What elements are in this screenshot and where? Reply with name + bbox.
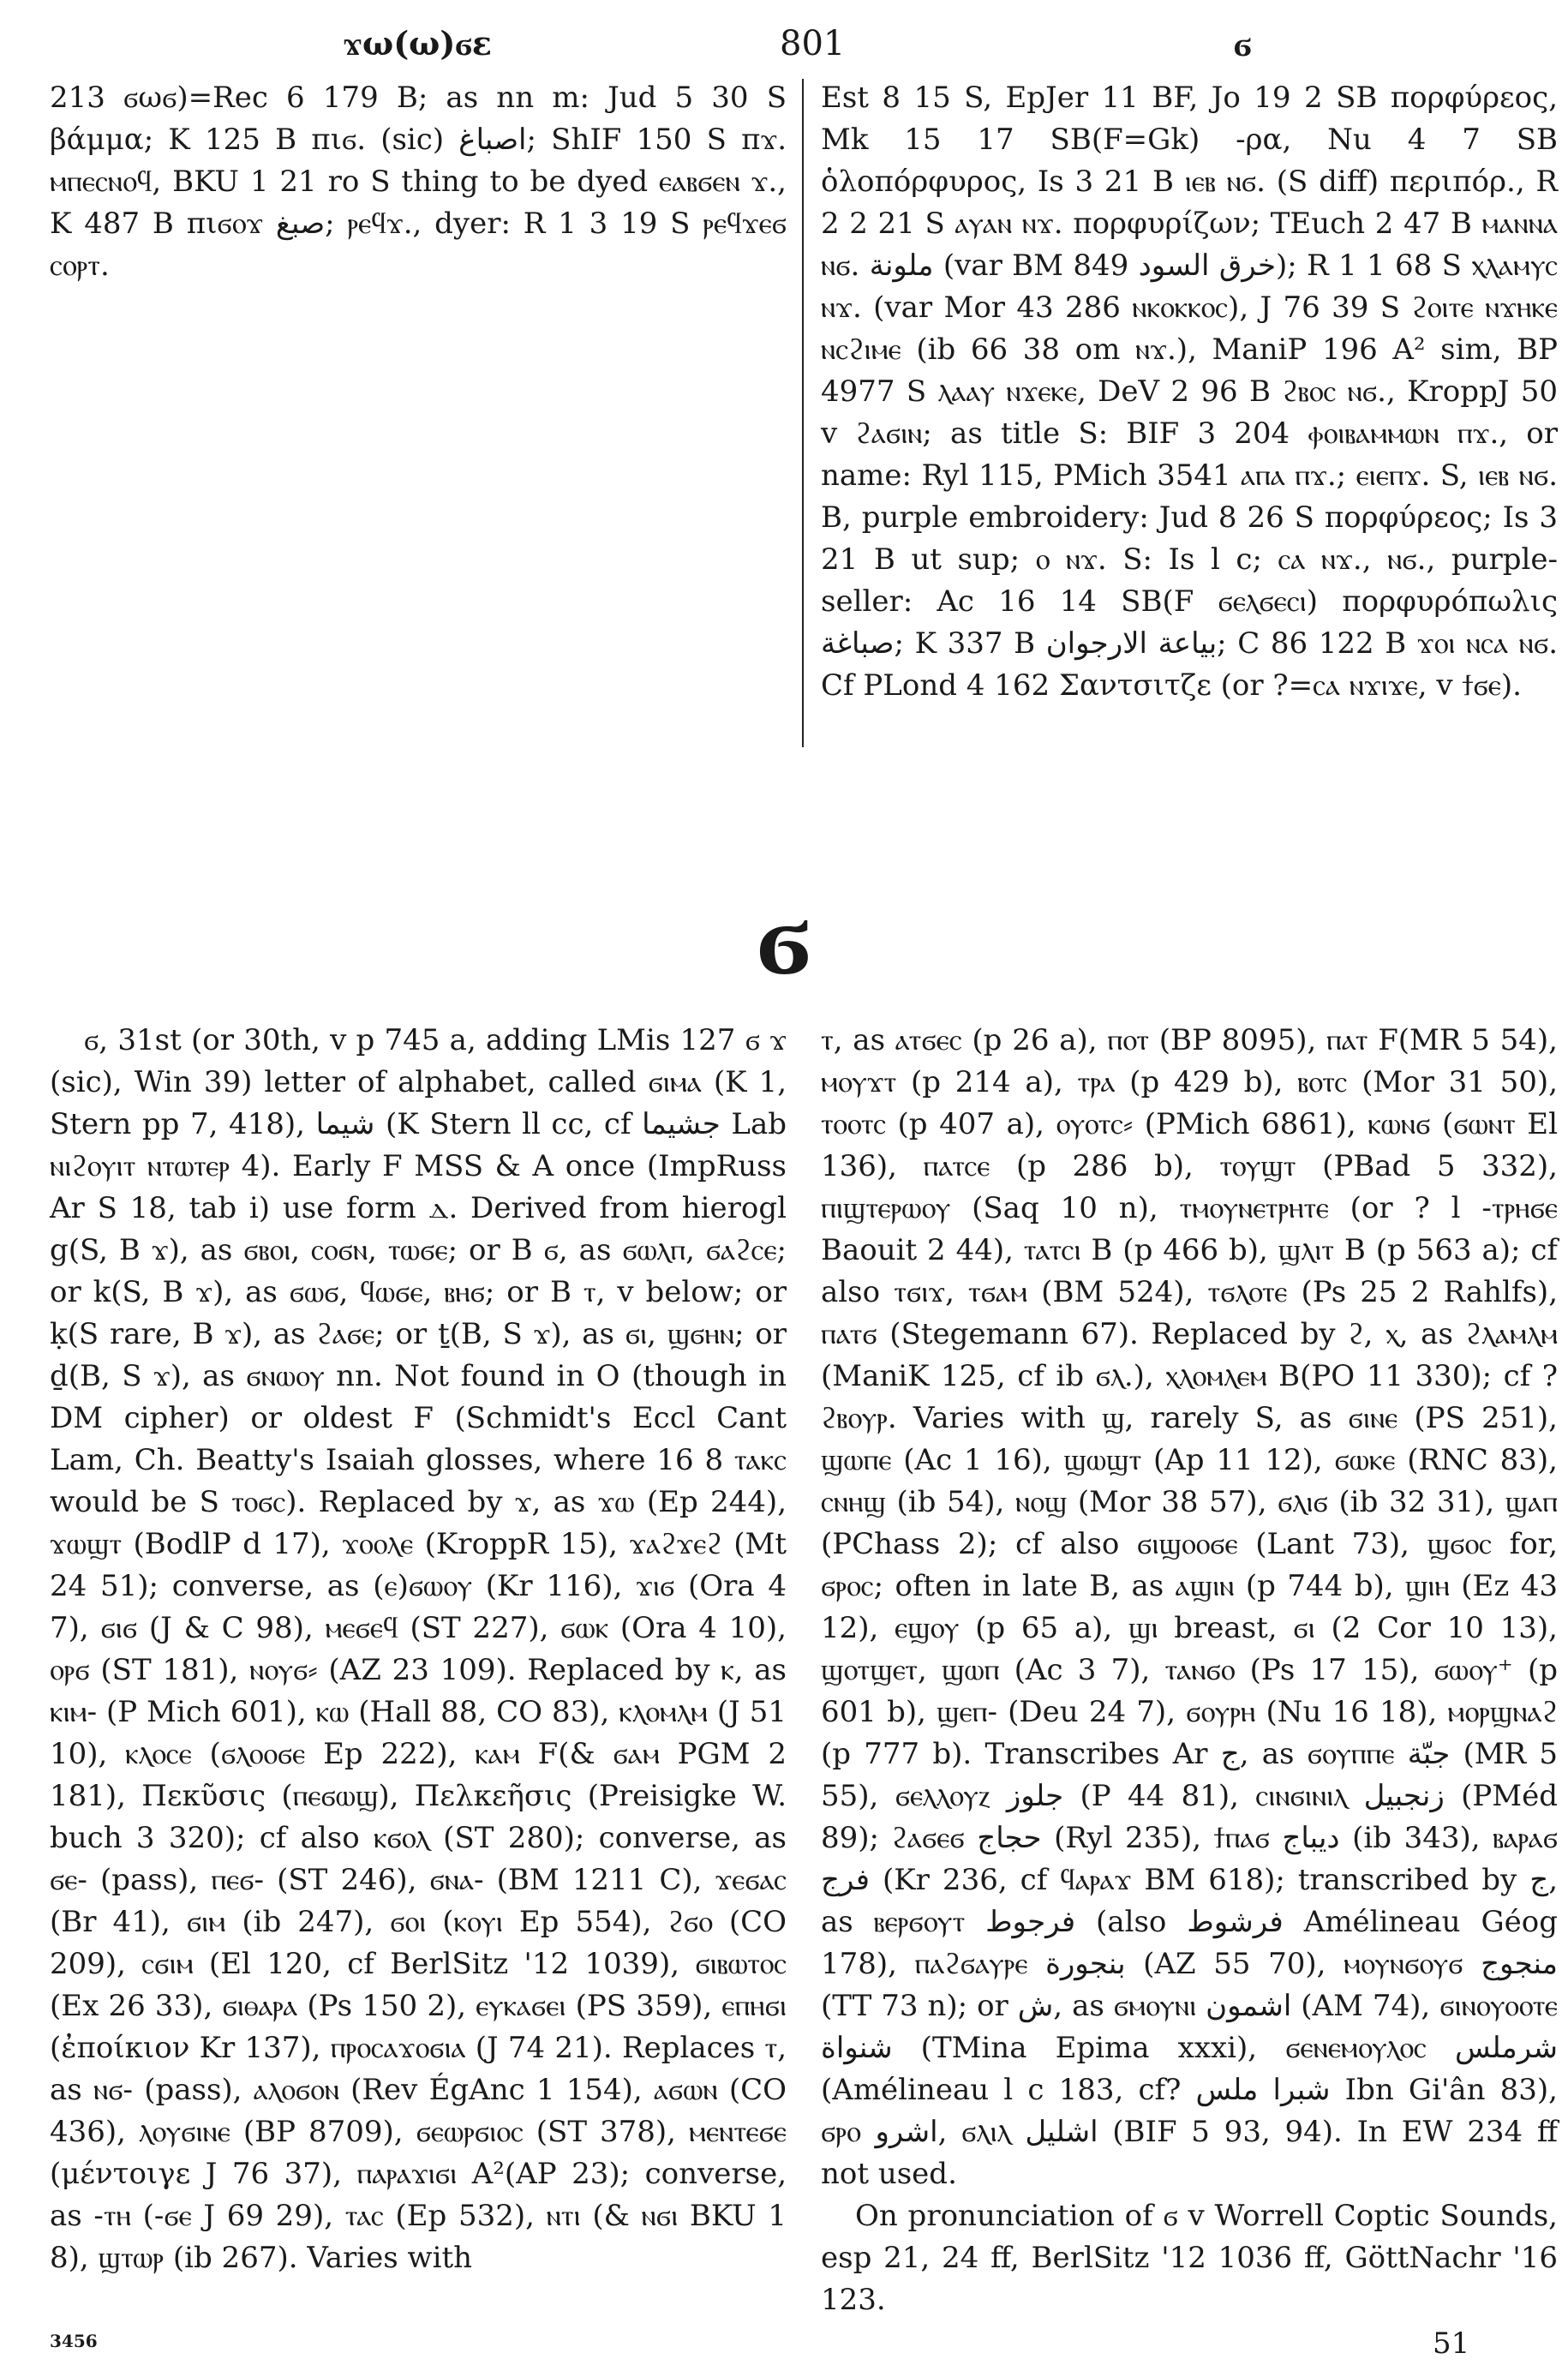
- bottom-right-column: [821, 1020, 1558, 2321]
- column-divider: [802, 79, 804, 747]
- header-headword-left: ϫω(ω)ϭε: [343, 24, 493, 63]
- top-left-paragraph: 213 ϭωϭ)=Rec 6 179 B; as nn m: Jud 5 30 S βάμμα; K 125 B πιϭ. (sic) اصباغ; ShIF 150 S πϫ. ⲙⲡⲉⲥⲛⲟϥ, BKU 1 21 ro S thing to be dyed ⲉⲁⲃϭⲉⲛ ϫ., K 487 B πιϭⲟϫ صبغ; ⲣⲉϥϫ., dyer: R 1 3 19 S ⲣⲉϥϫⲉϭ ⲥⲟⲣⲧ.: [50, 81, 787, 283]
- entry-paragraph-continued: ⲧ, as ⲁⲧϭⲉⲥ (p 26 a), ⲡⲟⲧ (BP 8095), ⲡⲁⲧ F(MR 5 54), ⲙⲟⲩϫⲧ (p 214 a), ⲧⲣⲁ (p 429 b), ⲃⲟⲧⲥ (Mor 31 50), ⲧⲟⲟⲧⲥ (p 407 a), ⲟⲩⲟⲧⲥ⸗ (PMich 6861), ⲕⲱⲛϭ (ϭⲱⲛⲧ El 136), ⲡⲁⲧⲥⲉ (p 286 b), ⲧⲟⲩϣⲧ (PBad 5 332), ⲡⲓϣⲧⲉⲣⲱⲟⲩ (Saq 10 n), ⲧⲙⲟⲩⲛⲉⲧⲣⲏⲧⲉ (or ? l -ⲧⲣⲏϭⲉ Baouit 2 44), ⲧⲁⲧⲥⲓ B (p 466 b), ϣⲗⲓⲧ B (p 563 a); cf also ⲧϭⲓϫ, ⲧϭⲁⲙ (BM 524), ⲧϭⲗⲟⲧⲉ (Ps 25 2 Rahlfs), ⲡⲁⲧϭ (Stegemann 67). Replaced by ϩ, ⲭ, as ϩⲗⲁⲙⲗⲙ (ManiK 125, cf ib ϭⲗ.), ⲭⲗⲟⲙⲗⲉⲙ B(PO 11 330); cf ? ϩⲃⲟⲩⲣ. Varies with ϣ, rarely S, as ϭⲓⲛⲉ (PS 251), ϣⲱⲡⲉ (Ac 1 16), ϣⲱϣⲧ (Ap 11 12), ϭⲱⲕⲉ (RNC 83), ⲥⲛⲏϣ (ib 54), ⲛⲟϣ (Mor 38 57), ϭⲗⲓϭ (ib 32 31), ϣⲁⲡ (PChass 2); cf also ϭⲓϣⲟⲟϭⲉ (Lant 73), ϣϭⲟⲥ for, ϭⲣⲟⲥ; often in late B, as ⲁϣⲓⲛ (p 744 b), ϣⲓⲏ (Ez 43 12), ⲉϣⲟⲩ (p 65 a), ϣⲓ breast, ϭⲓ (2 Cor 10 13), ϣⲟⲧϣⲉⲧ, ϣⲱⲡ (Ac 3 7), ⲧⲁⲛϭⲟ (Ps 17 15), ϭⲱⲟⲩ⁺ (p 601 b), ϣⲉⲡ- (Deu 24 7), ϭⲟⲩⲣⲏ (Nu 16 18), ⲙⲟⲣϣⲛⲁϩ (p 777 b). Transcribes Ar ج, as ϭⲟⲩⲡⲡⲉ جبّة (MR 5 55), ϭⲉⲗⲗⲟⲩⲍ جلوز (P 44 81), ⲥⲓⲛϭⲓⲛⲓⲗ زنجبيل (PMéd 89); ϩⲁϭⲉϭ حجاج (Ryl 235), ϯⲡⲁϭ ديباج (ib 343), ⲃⲁⲣⲁϭ فرج (Kr 236, cf ϥⲁⲣⲁϫ BM 618); transcribed by ج, as ⲃⲉⲣϭⲟⲩⲧ فرجوط (also فرشوط Amélineau Géog 178), ⲡⲁϩϭⲁⲩⲣⲉ بنجورة (AZ 55 70), ⲙⲟⲩⲛϭⲟⲩϭ منجوج (TT 73 n); or ش, as ϭⲙⲟⲩⲛⲓ اشمون (AM 74), ϭⲓⲛⲟⲩⲟⲟⲧⲉ شنواة (TMina Epima xxxi), ϭⲉⲛⲉⲙⲟⲩⲗⲟⲥ شرملس (Amélineau l c 183, cf? شبرا ملس Ibn Gi'ân 83), ϭⲣⲟ اشرو, ϭⲗⲓⲗ اشليل (BIF 5 93, 94). In EW 234 ff not used.: [821, 1023, 1559, 2191]
- section-letter-heading: ϭ: [757, 877, 811, 998]
- page-number: 801: [780, 24, 846, 63]
- top-left-column: [50, 77, 787, 287]
- bottom-left-column: [50, 1020, 787, 2279]
- page-header: [51, 24, 1517, 75]
- footer-signature-left: 3456: [50, 2331, 98, 2351]
- footer-signature-right: 51: [1433, 2326, 1470, 2361]
- pronunciation-note: On pronunciation of ϭ v Worrell Coptic Sounds, esp 21, 24 ff, BerlSitz '12 1036 ff, GöttNachr '16 123.: [821, 2199, 1558, 2317]
- top-right-paragraph: Est 8 15 S, EpJer 11 BF, Jo 19 2 SB πορφύρεος, Mk 15 17 SB(F=Gk) -ρα, Nu 4 7 SB ὁλοπόρφυρος, Is 3 21 B ⲓⲉⲃ ⲛϭ. (S diff) περιπόρ., R 2 2 21 S ⲁⲩⲁⲛ ⲛϫ. πορφυρίζων; TEuch 2 47 B ⲙⲁⲛⲛⲁ ⲛϭ. ملونة (var BM 849 خرق السود); R 1 1 68 S ⲭⲗⲁⲙⲩⲥ ⲛϫ. (var Mor 43 286 ⲛⲕⲟⲕⲕⲟⲥ), J 76 39 S ϩⲟⲓⲧⲉ ⲛϫⲏⲕⲉ ⲛⲥϩⲓⲙⲉ (ib 66 38 om ⲛϫ.), ManiP 196 A² sim, BP 4977 S ⲗⲁⲁⲩ ⲛϫⲉⲕⲉ, DeV 2 96 B ϩⲃⲟⲥ ⲛϭ., KroppJ 50 v ϩⲁϭⲓⲛ; as title S: BIF 3 204 ⲫⲟⲓⲃⲁⲙⲙⲱⲛ ⲡϫ., or name: Ryl 115, PMich 3541 ⲁⲡⲁ ⲡϫ.; ⲉⲓⲉⲡϫ. S, ⲓⲉⲃ ⲛϭ. B, purple embroidery: Jud 8 26 S πορφύρεος; Is 3 21 B ut sup; ⲟ ⲛϫ. S: Is l c; ⲥⲁ ⲛϫ., ⲛϭ., purple-seller: Ac 16 14 SB(F ϭⲉⲗϭⲉⲥⲓ) πορφυρόπωλις صباغة; K 337 B بياعة الارجوان; C 86 122 B ϫⲟⲓ ⲛⲥⲁ ⲛϭ. Cf PLond 4 162 Σαντσιτζε (or ?=ⲥⲁ ⲛϫⲓϫⲉ, v ϯϭⲉ).: [821, 81, 1558, 703]
- entry-paragraph: ϭ, 31st (or 30th, v p 745 a, adding LMis 127 ϭ ϫ (sic), Win 39) letter of alphabet, called ϭⲓⲙⲁ (K 1, Stern pp 7, 418), شيما (K Stern ll cc, cf جشيما Lab ⲛⲓϩⲟⲩⲓⲧ ⲛⲧⲱⲧⲉⲣ 4). Early F MSS & A once (ImpRuss Ar S 18, tab i) use form ⲇ. Derived from hierogl g(S, B ϫ), as ϭⲃⲟⲓ, ⲥⲟϭⲛ, ⲧⲱϭⲉ; or B ϭ, as ϭⲱⲗⲡ, ϭⲁϩⲥⲉ; or k(S, B ϫ), as ϭⲱϭ, ϥⲱϭⲉ, ⲃⲏϭ; or B ⲧ, v below; or ḳ(S rare, B ϫ), as ϩⲁϭⲉ; or ṯ(B, S ϫ), as ϭⲓ, ϣϭⲏⲛ; or ḏ(B, S ϫ), as ϭⲛⲱⲟⲩ nn. Not found in O (though in DM cipher) or oldest F (Schmidt's Eccl Cant Lam, Ch. Beatty's Isaiah glosses, where 16 8 ⲧⲁⲕⲥ would be S ⲧⲟϭⲥ). Replaced by ϫ, as ϫⲱ (Ep 244), ϫⲱϣⲧ (BodlP d 17), ϫⲟⲟⲗⲉ (KroppR 15), ϫⲁϩϫⲉϩ (Mt 24 51); converse, as (ⲉ)ϭⲱⲟⲩ (Kr 116), ϫⲓϭ (Ora 4 7), ϭⲓϭ (J & C 98), ⲙⲉϭⲉϥ (ST 227), ϭⲱⲕ (Ora 4 10), ⲟⲣϭ (ST 181), ⲛⲟⲩϭ⸗ (AZ 23 109). Replaced by ⲕ, as ⲕⲓⲙ- (P Mich 601), ⲕⲱ (Hall 88, CO 83), ⲕⲗⲟⲙⲗⲙ (J 51 10), ⲕⲗⲟⲥⲉ (ϭⲗⲟⲟϭⲉ Ep 222), ⲕⲁⲙ F(& ϭⲁⲙ PGM 2 181), Πεκῦσις (ⲡⲉϭⲱϣ), Πελκεῆσις (Preisigke W. buch 3 320); cf also ⲕϭⲟⲗ (ST 280); converse, as ϭⲉ- (pass), ⲡⲉϭ- (ST 246), ϭⲛⲁ- (BM 1211 C), ϫⲉϭⲁⲥ (Br 41), ϭⲓⲙ (ib 247), ϭⲟⲓ (ⲕⲟⲩⲓ Ep 554), ϩϭⲟ (CO 209), ⲥϭⲓⲙ (El 120, cf BerlSitz '12 1039), ϭⲓⲃⲱⲧⲟⲥ (Ex 26 33), ϭⲓⲑⲁⲣⲁ (Ps 150 2), ⲉⲩⲕⲁϭⲉⲓ (PS 359), ⲉⲡⲏϭⲓ (ἐποίκιον Kr 137), ⲡⲣⲟⲥⲁϫⲟϭⲓⲁ (J 74 21). Replaces ⲧ, as ⲛϭ- (pass), ⲁⲗⲟϭⲟⲛ (Rev ÉgAnc 1 154), ⲁϭⲱⲛ (CO 436), ⲗⲟⲩϭⲓⲛⲉ (BP 8709), ϭⲉⲱⲣϭⲓⲟⲥ (ST 378), ⲙⲉⲛⲧⲉϭⲉ (μέντοιγε J 76 37), ⲡⲁⲣⲁϫⲓϭⲓ A²(AP 23); converse, as -ⲧⲏ (-ϭⲉ J 69 29), ⲧⲁⲥ (Ep 532), ⲛⲧⲓ (& ⲛϭⲓ BKU 1 8), ϣⲧⲱⲣ (ib 267). Varies with: [50, 1023, 787, 2275]
- top-right-column: [821, 77, 1558, 707]
- header-letter-right: ϭ: [1234, 24, 1252, 64]
